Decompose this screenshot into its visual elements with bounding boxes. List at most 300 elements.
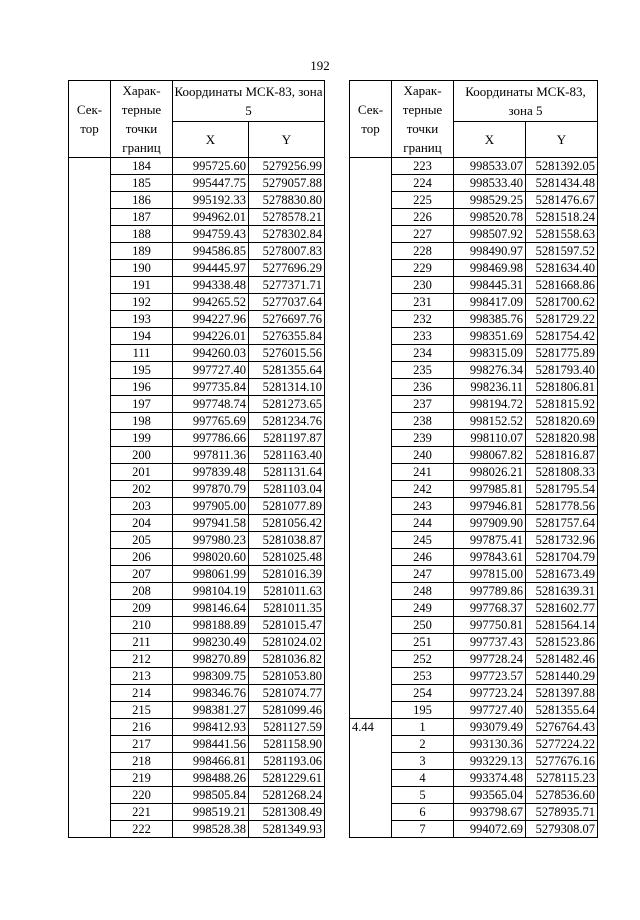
y-coordinate-cell: 5281808.33	[526, 464, 598, 481]
y-coordinate-cell: 5276764.43	[526, 719, 598, 736]
point-number-cell: 249	[392, 600, 454, 617]
y-coordinate-cell: 5278115.23	[526, 770, 598, 787]
y-coordinate-cell: 5276015.56	[249, 345, 325, 362]
sector-cell	[69, 447, 111, 464]
y-coordinate-cell: 5281193.06	[249, 753, 325, 770]
point-number-cell: 184	[111, 158, 173, 175]
header-y: Y	[526, 121, 598, 157]
table-row	[69, 226, 325, 243]
table-row	[69, 260, 325, 277]
header-boundary-points: Харак-терные точки границ	[392, 81, 454, 158]
point-number-cell: 185	[111, 175, 173, 192]
point-number-cell: 229	[392, 260, 454, 277]
sector-cell	[69, 260, 111, 277]
sector-cell	[350, 702, 392, 719]
point-number-cell: 1	[392, 719, 454, 736]
y-coordinate-cell: 5281392.05	[526, 158, 598, 175]
x-coordinate-cell: 995725.60	[173, 158, 249, 175]
y-coordinate-cell: 5281704.79	[526, 549, 598, 566]
table-row	[350, 685, 598, 702]
y-coordinate-cell: 5281597.52	[526, 243, 598, 260]
point-number-cell: 201	[111, 464, 173, 481]
x-coordinate-cell: 997980.23	[173, 532, 249, 549]
point-number-cell: 197	[111, 396, 173, 413]
table-row	[350, 447, 598, 464]
sector-cell	[350, 243, 392, 260]
x-coordinate-cell: 995447.75	[173, 175, 249, 192]
sector-cell	[350, 362, 392, 379]
point-number-cell: 228	[392, 243, 454, 260]
sector-cell	[69, 770, 111, 787]
y-coordinate-cell: 5281815.92	[526, 396, 598, 413]
y-coordinate-cell: 5281564.14	[526, 617, 598, 634]
y-coordinate-cell: 5281158.90	[249, 736, 325, 753]
point-number-cell: 198	[111, 413, 173, 430]
table-row	[350, 600, 598, 617]
sector-cell	[69, 736, 111, 753]
table-row	[350, 736, 598, 753]
header-coordinates: Координаты МСК-83, зона 5	[454, 81, 598, 122]
y-coordinate-cell: 5281795.54	[526, 481, 598, 498]
x-coordinate-cell: 998309.75	[173, 668, 249, 685]
table-row	[69, 243, 325, 260]
table-row	[69, 770, 325, 787]
y-coordinate-cell: 5281732.96	[526, 532, 598, 549]
point-number-cell: 210	[111, 617, 173, 634]
sector-cell	[350, 549, 392, 566]
point-number-cell: 245	[392, 532, 454, 549]
x-coordinate-cell: 997748.74	[173, 396, 249, 413]
point-number-cell: 236	[392, 379, 454, 396]
point-number-cell: 204	[111, 515, 173, 532]
table-row	[69, 702, 325, 719]
sector-cell	[350, 804, 392, 821]
sector-cell	[69, 719, 111, 736]
table-row	[69, 600, 325, 617]
x-coordinate-cell: 997875.41	[454, 532, 526, 549]
point-number-cell: 192	[111, 294, 173, 311]
page-number: 192	[310, 58, 330, 73]
table-row	[69, 464, 325, 481]
point-number-cell: 4	[392, 770, 454, 787]
sector-cell	[69, 566, 111, 583]
x-coordinate-cell: 994586.85	[173, 243, 249, 260]
table-row	[350, 583, 598, 600]
sector-cell	[350, 753, 392, 770]
table-row	[350, 430, 598, 447]
sector-cell	[69, 209, 111, 226]
y-coordinate-cell: 5278830.80	[249, 192, 325, 209]
y-coordinate-cell: 5277371.71	[249, 277, 325, 294]
table-row	[69, 362, 325, 379]
x-coordinate-cell: 998417.09	[454, 294, 526, 311]
y-coordinate-cell: 5281700.62	[526, 294, 598, 311]
sector-cell	[69, 787, 111, 804]
table-row	[350, 209, 598, 226]
sector-cell	[350, 260, 392, 277]
table-row	[69, 277, 325, 294]
point-number-cell: 195	[392, 702, 454, 719]
table-row	[69, 345, 325, 362]
y-coordinate-cell: 5278935.71	[526, 804, 598, 821]
y-coordinate-cell: 5277696.29	[249, 260, 325, 277]
point-number-cell: 196	[111, 379, 173, 396]
y-coordinate-cell: 5281440.29	[526, 668, 598, 685]
point-number-cell: 3	[392, 753, 454, 770]
table-row	[69, 158, 325, 175]
table-row	[69, 651, 325, 668]
table-row	[350, 787, 598, 804]
x-coordinate-cell: 998236.11	[454, 379, 526, 396]
y-coordinate-cell: 5276355.84	[249, 328, 325, 345]
x-coordinate-cell: 998445.31	[454, 277, 526, 294]
y-coordinate-cell: 5281349.93	[249, 821, 325, 838]
point-number-cell: 189	[111, 243, 173, 260]
table-row	[69, 719, 325, 736]
y-coordinate-cell: 5281793.40	[526, 362, 598, 379]
sector-cell	[69, 498, 111, 515]
sector-cell	[69, 413, 111, 430]
y-coordinate-cell: 5281355.64	[249, 362, 325, 379]
sector-cell	[69, 328, 111, 345]
header-boundary-points: Харак-терные точки границ	[111, 81, 173, 158]
x-coordinate-cell: 998270.89	[173, 651, 249, 668]
y-coordinate-cell: 5281234.76	[249, 413, 325, 430]
y-coordinate-cell: 5281053.80	[249, 668, 325, 685]
y-coordinate-cell: 5281754.42	[526, 328, 598, 345]
sector-cell	[69, 515, 111, 532]
point-number-cell: 253	[392, 668, 454, 685]
x-coordinate-cell: 998026.21	[454, 464, 526, 481]
sector-cell	[69, 345, 111, 362]
point-number-cell: 232	[392, 311, 454, 328]
y-coordinate-cell: 5281038.87	[249, 532, 325, 549]
sector-cell	[350, 396, 392, 413]
x-coordinate-cell: 998188.89	[173, 617, 249, 634]
table-row	[69, 209, 325, 226]
x-coordinate-cell: 998520.78	[454, 209, 526, 226]
table-row	[69, 549, 325, 566]
table-row	[350, 617, 598, 634]
table-row	[350, 345, 598, 362]
y-coordinate-cell: 5281074.77	[249, 685, 325, 702]
header-coordinates: Координаты МСК-83, зона 5	[173, 81, 325, 122]
point-number-cell: 213	[111, 668, 173, 685]
point-number-cell: 205	[111, 532, 173, 549]
table-row	[350, 192, 598, 209]
point-number-cell: 209	[111, 600, 173, 617]
point-number-cell: 211	[111, 634, 173, 651]
y-coordinate-cell: 5281036.82	[249, 651, 325, 668]
table-row	[69, 396, 325, 413]
x-coordinate-cell: 998505.84	[173, 787, 249, 804]
sector-cell	[69, 311, 111, 328]
sector-cell	[350, 447, 392, 464]
table-row	[350, 753, 598, 770]
point-number-cell: 235	[392, 362, 454, 379]
x-coordinate-cell: 994338.48	[173, 277, 249, 294]
header-sector: Сек-тор	[350, 81, 392, 158]
x-coordinate-cell: 997815.00	[454, 566, 526, 583]
sector-cell	[69, 617, 111, 634]
coordinates-table-left	[68, 80, 325, 838]
x-coordinate-cell: 997811.36	[173, 447, 249, 464]
sector-cell	[69, 192, 111, 209]
x-coordinate-cell: 998346.76	[173, 685, 249, 702]
point-number-cell: 220	[111, 787, 173, 804]
point-number-cell: 199	[111, 430, 173, 447]
table-row	[350, 362, 598, 379]
table-row	[69, 175, 325, 192]
point-number-cell: 226	[392, 209, 454, 226]
y-coordinate-cell: 5278302.84	[249, 226, 325, 243]
point-number-cell: 208	[111, 583, 173, 600]
sector-cell	[350, 175, 392, 192]
x-coordinate-cell: 997941.58	[173, 515, 249, 532]
point-number-cell: 238	[392, 413, 454, 430]
x-coordinate-cell: 998488.26	[173, 770, 249, 787]
y-coordinate-cell: 5281163.40	[249, 447, 325, 464]
x-coordinate-cell: 998276.34	[454, 362, 526, 379]
x-coordinate-cell: 997870.79	[173, 481, 249, 498]
point-number-cell: 187	[111, 209, 173, 226]
x-coordinate-cell: 997750.81	[454, 617, 526, 634]
x-coordinate-cell: 997737.43	[454, 634, 526, 651]
point-number-cell: 221	[111, 804, 173, 821]
y-coordinate-cell: 5281127.59	[249, 719, 325, 736]
x-coordinate-cell: 998315.09	[454, 345, 526, 362]
y-coordinate-cell: 5281518.24	[526, 209, 598, 226]
x-coordinate-cell: 997728.24	[454, 651, 526, 668]
y-coordinate-cell: 5281268.24	[249, 787, 325, 804]
table-row	[350, 702, 598, 719]
y-coordinate-cell: 5281103.04	[249, 481, 325, 498]
point-number-cell: 207	[111, 566, 173, 583]
y-coordinate-cell: 5281016.39	[249, 566, 325, 583]
y-coordinate-cell: 5281355.64	[526, 702, 598, 719]
point-number-cell: 186	[111, 192, 173, 209]
table-row	[350, 413, 598, 430]
table-row	[350, 770, 598, 787]
x-coordinate-cell: 995192.33	[173, 192, 249, 209]
table-row	[350, 243, 598, 260]
table-row	[69, 617, 325, 634]
table-row	[69, 294, 325, 311]
table-row	[69, 736, 325, 753]
point-number-cell: 250	[392, 617, 454, 634]
sector-cell	[350, 651, 392, 668]
table-row	[69, 498, 325, 515]
x-coordinate-cell: 994227.96	[173, 311, 249, 328]
x-coordinate-cell: 998529.25	[454, 192, 526, 209]
point-number-cell: 190	[111, 260, 173, 277]
y-coordinate-cell: 5281820.98	[526, 430, 598, 447]
table-row	[350, 668, 598, 685]
y-coordinate-cell: 5281558.63	[526, 226, 598, 243]
x-coordinate-cell: 998533.40	[454, 175, 526, 192]
y-coordinate-cell: 5281775.89	[526, 345, 598, 362]
sector-cell	[69, 430, 111, 447]
point-number-cell: 247	[392, 566, 454, 583]
table-row	[69, 515, 325, 532]
point-number-cell: 206	[111, 549, 173, 566]
sector-cell	[69, 651, 111, 668]
y-coordinate-cell: 5281482.46	[526, 651, 598, 668]
point-number-cell: 225	[392, 192, 454, 209]
table-row	[350, 464, 598, 481]
table-row	[69, 753, 325, 770]
sector-cell	[350, 770, 392, 787]
sector-cell	[69, 277, 111, 294]
table-row	[350, 804, 598, 821]
x-coordinate-cell: 993130.36	[454, 736, 526, 753]
point-number-cell: 216	[111, 719, 173, 736]
point-number-cell: 202	[111, 481, 173, 498]
y-coordinate-cell: 5278007.83	[249, 243, 325, 260]
y-coordinate-cell: 5281778.56	[526, 498, 598, 515]
y-coordinate-cell: 5281011.63	[249, 583, 325, 600]
x-coordinate-cell: 998152.52	[454, 413, 526, 430]
sector-cell	[69, 243, 111, 260]
y-coordinate-cell: 5281056.42	[249, 515, 325, 532]
y-coordinate-cell: 5281476.67	[526, 192, 598, 209]
point-number-cell: 111	[111, 345, 173, 362]
y-coordinate-cell: 5281025.48	[249, 549, 325, 566]
point-number-cell: 240	[392, 447, 454, 464]
y-coordinate-cell: 5281816.87	[526, 447, 598, 464]
sector-cell	[69, 753, 111, 770]
y-coordinate-cell: 5281197.87	[249, 430, 325, 447]
x-coordinate-cell: 998490.97	[454, 243, 526, 260]
sector-cell	[350, 821, 392, 838]
point-number-cell: 217	[111, 736, 173, 753]
x-coordinate-cell: 997735.84	[173, 379, 249, 396]
y-coordinate-cell: 5281639.31	[526, 583, 598, 600]
table-row	[69, 804, 325, 821]
point-number-cell: 219	[111, 770, 173, 787]
sector-cell	[350, 634, 392, 651]
table-row	[69, 634, 325, 651]
sector-cell	[350, 498, 392, 515]
sector-cell	[69, 226, 111, 243]
y-coordinate-cell: 5281229.61	[249, 770, 325, 787]
point-number-cell: 218	[111, 753, 173, 770]
x-coordinate-cell: 998061.99	[173, 566, 249, 583]
x-coordinate-cell: 997946.81	[454, 498, 526, 515]
x-coordinate-cell: 994962.01	[173, 209, 249, 226]
point-number-cell: 188	[111, 226, 173, 243]
table-row	[69, 532, 325, 549]
x-coordinate-cell: 994260.03	[173, 345, 249, 362]
x-coordinate-cell: 997727.40	[173, 362, 249, 379]
x-coordinate-cell: 998230.49	[173, 634, 249, 651]
x-coordinate-cell: 997843.61	[454, 549, 526, 566]
y-coordinate-cell: 5277676.16	[526, 753, 598, 770]
point-number-cell: 246	[392, 549, 454, 566]
sector-cell	[350, 328, 392, 345]
table-row	[350, 328, 598, 345]
sector-cell	[350, 345, 392, 362]
x-coordinate-cell: 998412.93	[173, 719, 249, 736]
sector-cell	[69, 379, 111, 396]
table-row	[69, 447, 325, 464]
table-row	[350, 719, 598, 736]
table-row	[350, 277, 598, 294]
x-coordinate-cell: 993229.13	[454, 753, 526, 770]
point-number-cell: 2	[392, 736, 454, 753]
y-coordinate-cell: 5281099.46	[249, 702, 325, 719]
y-coordinate-cell: 5281523.86	[526, 634, 598, 651]
point-number-cell: 242	[392, 481, 454, 498]
x-coordinate-cell: 998441.56	[173, 736, 249, 753]
table-row	[69, 566, 325, 583]
point-number-cell: 239	[392, 430, 454, 447]
y-coordinate-cell: 5279308.07	[526, 821, 598, 838]
sector-cell	[350, 430, 392, 447]
sector-cell	[69, 481, 111, 498]
x-coordinate-cell: 997723.57	[454, 668, 526, 685]
y-coordinate-cell: 5281634.40	[526, 260, 598, 277]
y-coordinate-cell: 5278536.60	[526, 787, 598, 804]
table-row	[350, 311, 598, 328]
point-number-cell: 195	[111, 362, 173, 379]
table-row	[69, 192, 325, 209]
sector-cell	[350, 413, 392, 430]
point-number-cell: 241	[392, 464, 454, 481]
y-coordinate-cell: 5277224.22	[526, 736, 598, 753]
sector-cell	[350, 158, 392, 175]
x-coordinate-cell: 998194.72	[454, 396, 526, 413]
y-coordinate-cell: 5281011.35	[249, 600, 325, 617]
table-row	[350, 549, 598, 566]
table-row	[69, 821, 325, 838]
x-coordinate-cell: 998104.19	[173, 583, 249, 600]
sector-cell: 4.44	[350, 719, 392, 736]
sector-cell	[69, 668, 111, 685]
x-coordinate-cell: 997909.90	[454, 515, 526, 532]
y-coordinate-cell: 5279057.88	[249, 175, 325, 192]
sector-cell	[350, 192, 392, 209]
point-number-cell: 227	[392, 226, 454, 243]
x-coordinate-cell: 997789.86	[454, 583, 526, 600]
table-row	[69, 379, 325, 396]
table-row	[350, 226, 598, 243]
sector-cell	[69, 702, 111, 719]
x-coordinate-cell: 994759.43	[173, 226, 249, 243]
y-coordinate-cell: 5279256.99	[249, 158, 325, 175]
point-number-cell: 214	[111, 685, 173, 702]
table-row	[350, 651, 598, 668]
y-coordinate-cell: 5276697.76	[249, 311, 325, 328]
sector-cell	[69, 396, 111, 413]
x-coordinate-cell: 994072.69	[454, 821, 526, 838]
sector-cell	[350, 515, 392, 532]
x-coordinate-cell: 998469.98	[454, 260, 526, 277]
table-row	[350, 532, 598, 549]
sector-cell	[350, 294, 392, 311]
table-row	[69, 328, 325, 345]
sector-cell	[69, 685, 111, 702]
x-coordinate-cell: 993798.67	[454, 804, 526, 821]
point-number-cell: 222	[111, 821, 173, 838]
point-number-cell: 200	[111, 447, 173, 464]
table-row	[350, 821, 598, 838]
y-coordinate-cell: 5281024.02	[249, 634, 325, 651]
sector-cell	[350, 787, 392, 804]
x-coordinate-cell: 994265.52	[173, 294, 249, 311]
x-coordinate-cell: 998528.38	[173, 821, 249, 838]
x-coordinate-cell: 998385.76	[454, 311, 526, 328]
